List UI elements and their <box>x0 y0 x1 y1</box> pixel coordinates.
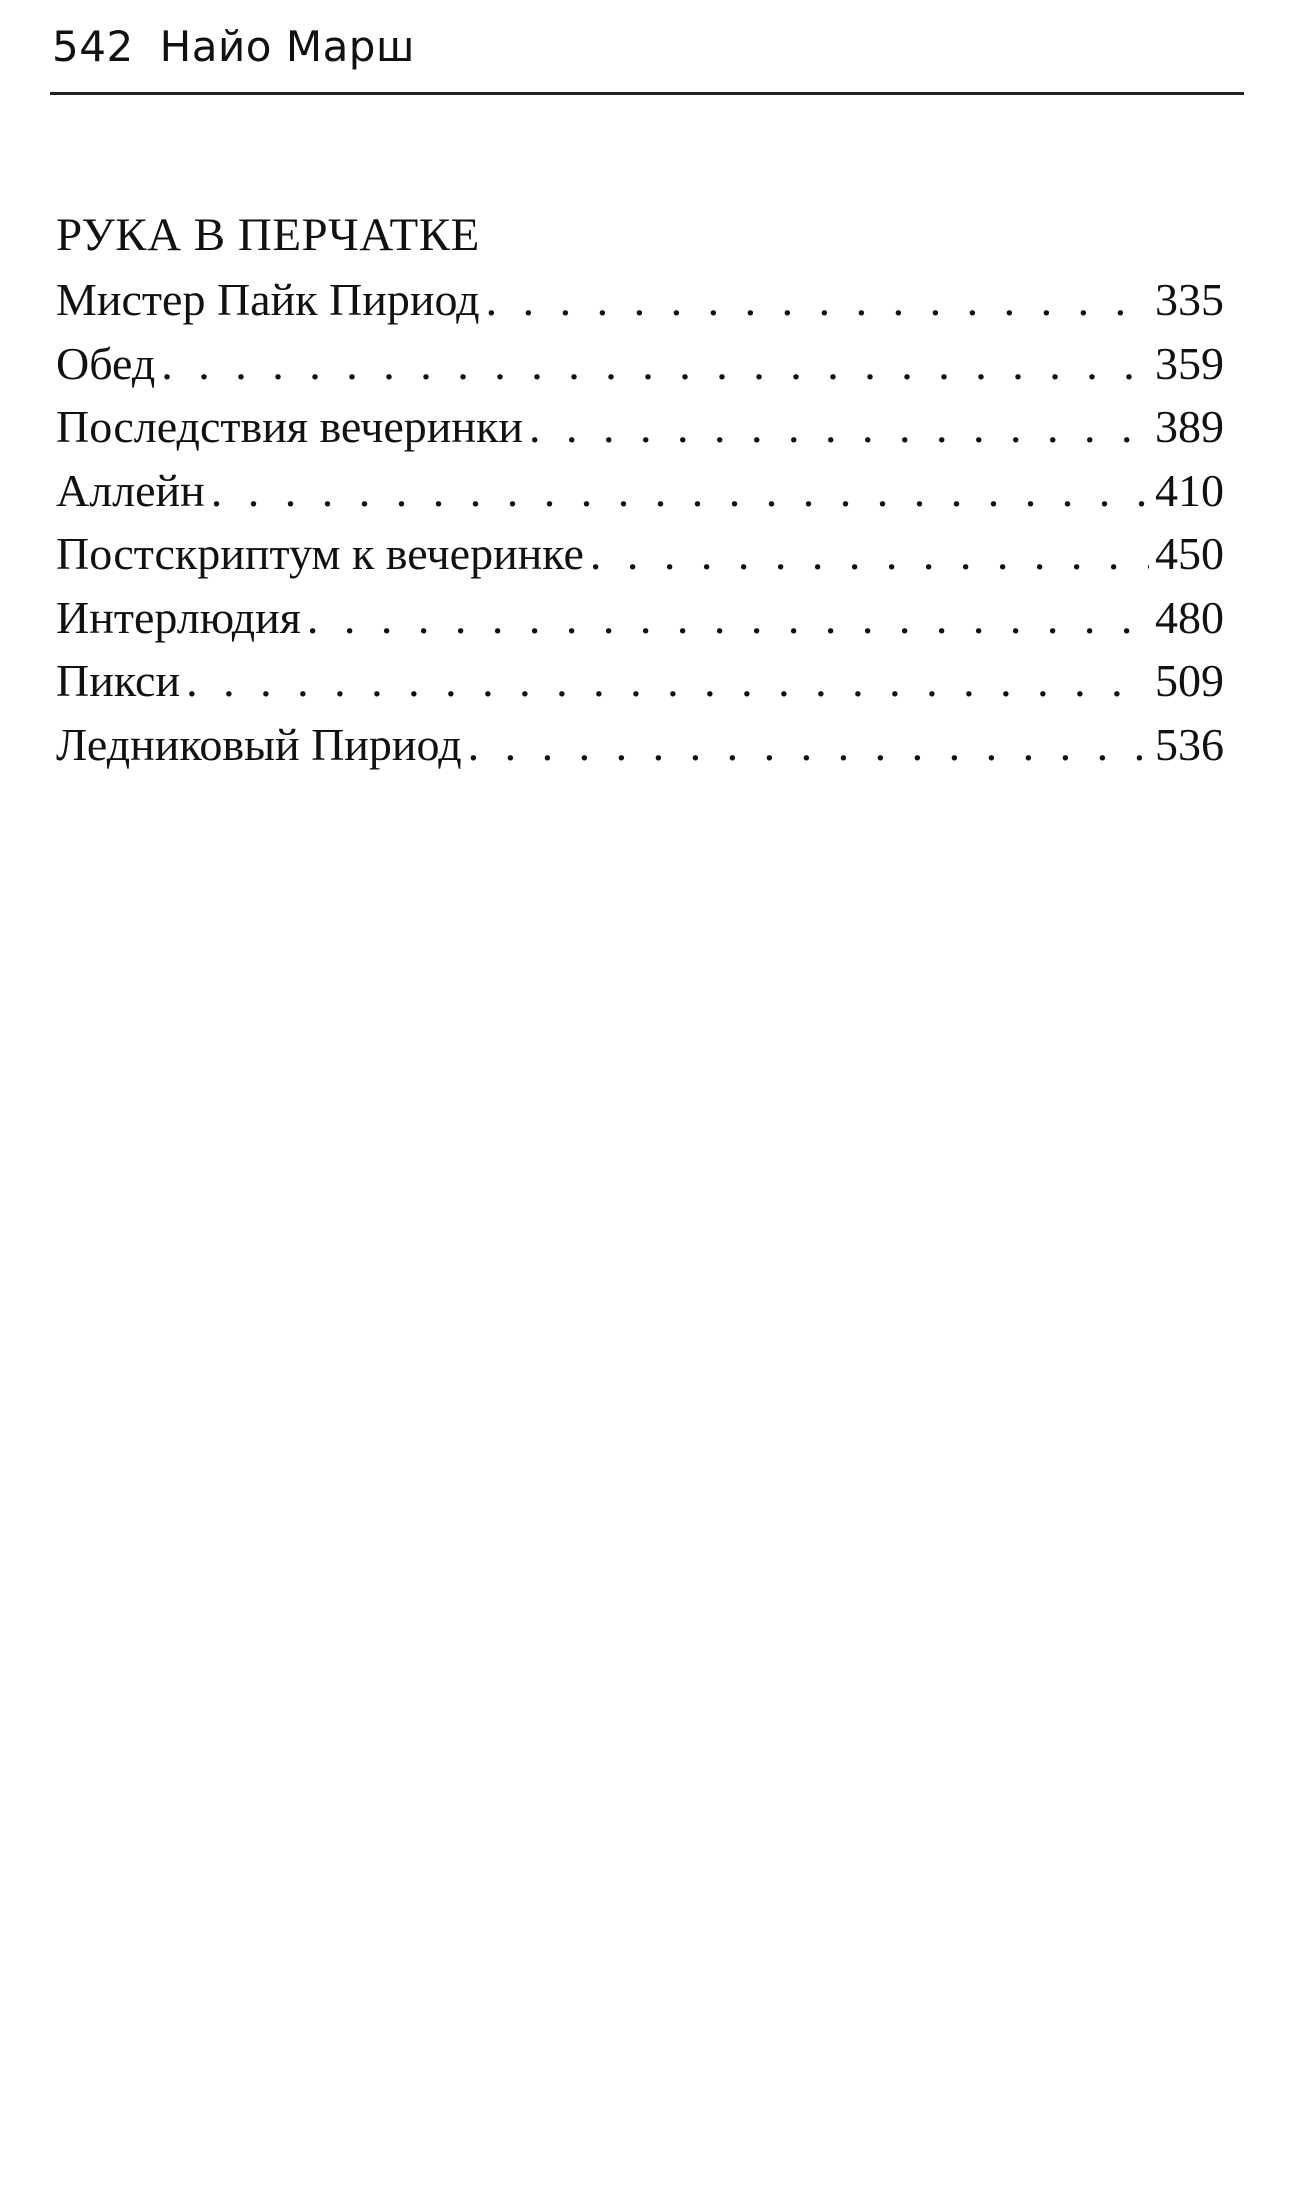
dot-leader <box>307 586 1149 650</box>
table-of-contents <box>56 204 1224 776</box>
toc-entry-title: Постскриптум к вечеринке <box>56 528 584 579</box>
toc-entry-title: Интерлюдия <box>56 591 301 643</box>
dot-leader <box>590 522 1149 586</box>
author-name: Найо Марш <box>159 22 415 71</box>
toc-entry <box>56 586 1224 650</box>
page-number: 542 <box>52 22 134 71</box>
toc-entry <box>56 713 1224 777</box>
toc-entry-page: 480 <box>1155 591 1224 643</box>
toc-entry-title: Аллейн <box>56 464 205 516</box>
dot-leader <box>529 395 1149 459</box>
dot-leader <box>161 332 1149 396</box>
toc-entry-page: 359 <box>1155 337 1224 389</box>
toc-entry-page: 410 <box>1155 464 1224 516</box>
toc-entry <box>56 649 1224 713</box>
dot-leader <box>186 649 1149 713</box>
toc-entry-title: Обед <box>56 337 156 389</box>
toc-entry-title: Ледниковый Пириод <box>56 718 462 770</box>
toc-entry-title: Последствия вечеринки <box>56 401 523 452</box>
toc-entry <box>56 395 1224 459</box>
toc-entry <box>56 332 1224 396</box>
dot-leader <box>211 459 1149 523</box>
section-title: РУКА В ПЕРЧАТКЕ <box>56 209 480 261</box>
toc-entry-page: 450 <box>1155 528 1224 579</box>
toc-entry-page: 536 <box>1155 718 1224 770</box>
toc-list <box>56 268 1224 776</box>
toc-entry-page: 389 <box>1155 401 1224 452</box>
toc-entry-page: 335 <box>1155 274 1224 325</box>
header-rule <box>50 92 1244 95</box>
toc-entry <box>56 268 1224 332</box>
toc-entry-title: Пикси <box>56 655 181 706</box>
dot-leader <box>486 268 1149 332</box>
toc-entry <box>56 459 1224 523</box>
toc-entry-title: Мистер Пайк Пириод <box>56 274 480 325</box>
running-head <box>52 22 1244 100</box>
toc-entry <box>56 522 1224 586</box>
toc-entry-page: 509 <box>1155 655 1224 706</box>
dot-leader <box>468 713 1149 777</box>
